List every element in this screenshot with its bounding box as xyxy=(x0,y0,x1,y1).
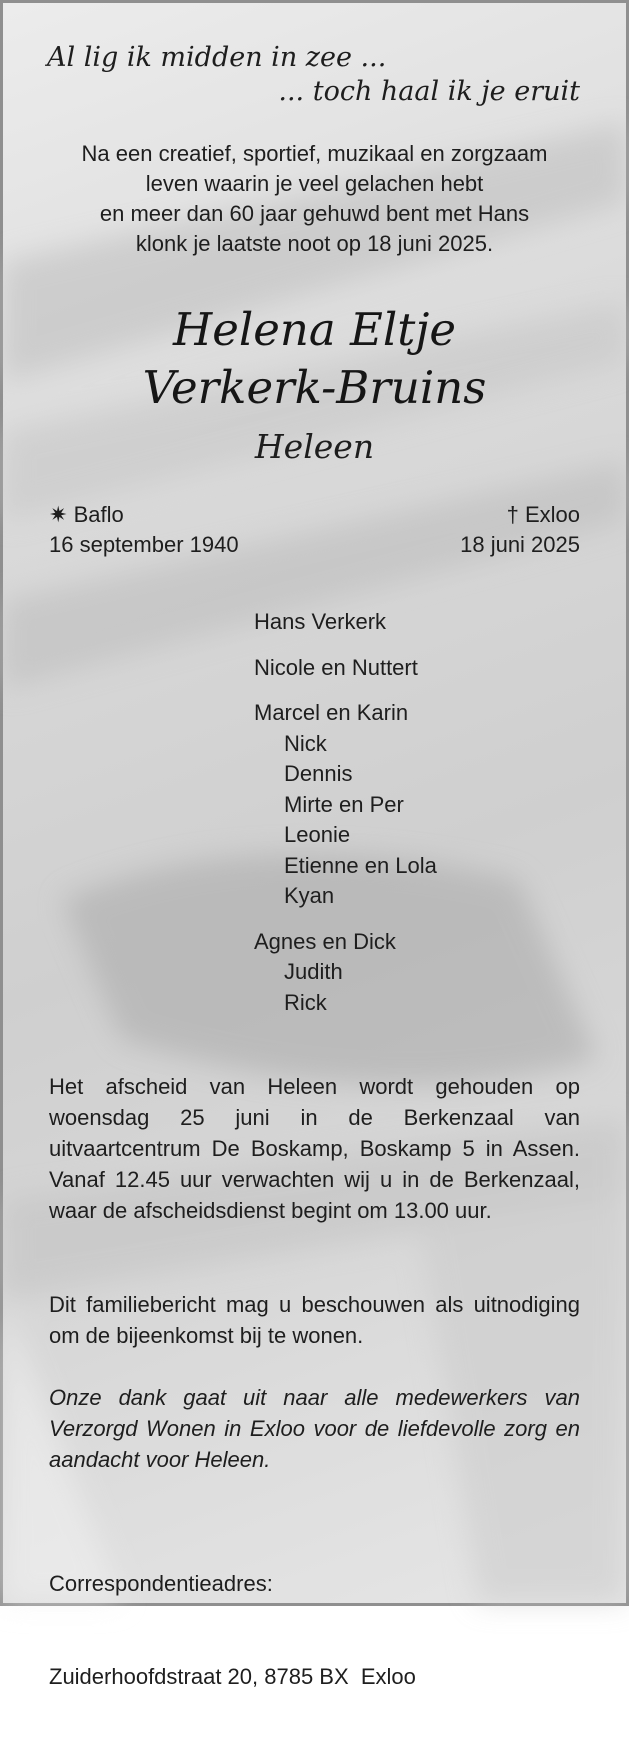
family-member: Hans Verkerk xyxy=(254,609,387,634)
death-place: Exloo xyxy=(524,502,580,527)
death-cross-icon: † xyxy=(506,502,519,527)
grandchild: Etienne en Lola xyxy=(284,852,437,878)
birth-place: Baflo xyxy=(73,502,124,527)
grandchild: Rick xyxy=(284,989,327,1015)
grandchild: Leonie xyxy=(284,822,351,847)
intro-line: klonk je laatste noot op 18 juni 2025. xyxy=(135,231,494,256)
correspondence-address xyxy=(49,1506,416,1754)
deceased-nickname: Heleen xyxy=(254,427,375,466)
intro-line: leven waarin je veel gelachen hebt xyxy=(145,171,484,196)
deceased-full-name xyxy=(3,301,626,417)
verse-line-2: ... toch haal ik je eruit xyxy=(278,76,580,107)
verse-line-1: Al lig ik midden in zee ... xyxy=(47,42,387,73)
family-member: Agnes en Dick xyxy=(254,928,396,954)
correspondence-label: Correspondentieadres: xyxy=(49,1571,273,1596)
grandchild: Dennis xyxy=(284,761,353,786)
birth-info xyxy=(49,500,239,560)
family-group xyxy=(254,698,437,912)
correspondence-street: Zuiderhoofdstraat 20, 8785 BX Exloo xyxy=(49,1664,416,1689)
death-info xyxy=(460,500,580,560)
grandchild: Mirte en Per xyxy=(284,791,404,817)
family-group xyxy=(254,653,437,684)
death-date: 18 juni 2025 xyxy=(460,532,580,557)
opening-verse xyxy=(47,41,580,109)
intro-line: Na een creatief, sportief, muzikaal en zorgzaam xyxy=(81,141,548,166)
family-group xyxy=(254,607,437,638)
farewell-paragraph: Het afscheid van Heleen wordt gehouden op woensdag 25 juni in de Berkenzaal van uitvaartcentrum De Boskamp, Boskamp 5 in Assen. Vanaf 12.45 uur verwachten wij u in de Berkenzaal, waar de afscheidsdienst begint om 13.00 uur. xyxy=(49,1074,580,1223)
family-member: Nicole en Nuttert xyxy=(254,654,418,680)
invitation-paragraph: Dit familiebericht mag u beschouwen als uitnodiging om de bijeenkomst bij te wonen. xyxy=(49,1292,580,1348)
name-line-1: Helena Eltje xyxy=(173,303,456,356)
intro-text xyxy=(23,139,606,259)
grandchild: Kyan xyxy=(284,883,335,908)
family-member: Marcel en Karin xyxy=(254,700,409,725)
family-list xyxy=(254,607,437,1033)
family-group xyxy=(254,927,437,1019)
birth-star-icon: ✷ xyxy=(49,502,68,527)
thanks-paragraph: Onze dank gaat uit naar alle medewerkers van Verzorgd Wonen in Exloo voor de liefdevolle zorg en aandacht voor Heleen. xyxy=(49,1385,580,1472)
grandchild: Nick xyxy=(284,730,327,756)
name-line-2: Verkerk-Bruins xyxy=(142,361,487,414)
birth-date: 16 september 1940 xyxy=(49,532,239,557)
intro-line: en meer dan 60 jaar gehuwd bent met Hans xyxy=(99,201,530,226)
grandchild: Judith xyxy=(284,959,343,984)
